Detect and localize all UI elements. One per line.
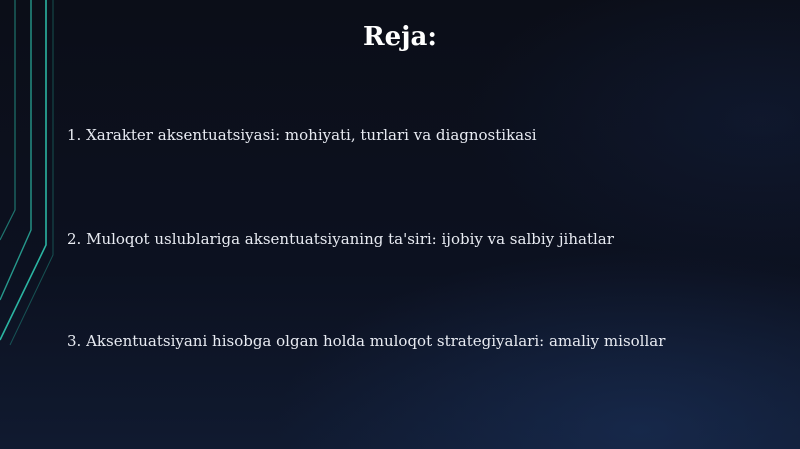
slide-title: Reja:	[362, 22, 437, 52]
agenda-item-3: 3. Aksentuatsiyani hisobga olgan holda muloqot strategiyalari: amaliy misollar	[67, 332, 666, 350]
decorative-circuit-lines	[0, 0, 70, 449]
agenda-item-2: 2. Muloqot uslublariga aksentuatsiyaning ta'siri: ijobiy va salbiy jihatlar	[67, 230, 614, 248]
agenda-item-1: 1. Xarakter aksentuatsiyasi: mohiyati, turlari va diagnostikasi	[67, 126, 537, 144]
